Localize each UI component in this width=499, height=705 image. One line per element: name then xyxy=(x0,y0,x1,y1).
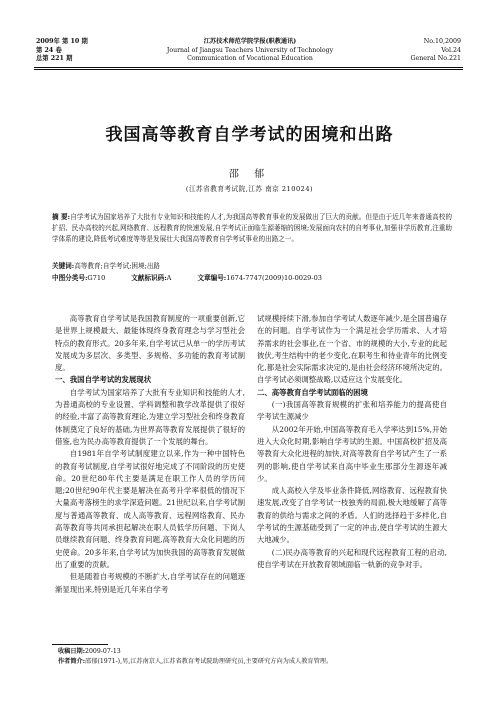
clc-value: G710 xyxy=(87,274,106,282)
paragraph: 但是随着自考规模的不断扩大,自学考试存在的问题逐渐显现出来,特别是近几年来自学考 xyxy=(55,572,245,594)
paragraph: 成人高校入学及毕业条件降低,网络教育、远程教育快速发展,改变了自学考试一枝独秀的局面,极大地缓解了高等教育的供给与需求之间的矛盾。人们的选择趋于多样化,自学考试的生源基础受到了一定的冲击,使自学考试的生源大大地减少。 xyxy=(257,486,447,545)
section-heading: 一、我国自学考试的发展现状 xyxy=(55,375,152,385)
section-heading: 二、高等教育自学考试面临的困境 xyxy=(257,387,368,397)
doc-code xyxy=(131,273,171,283)
doc-code-value: A xyxy=(166,274,172,282)
header-rule-thin xyxy=(34,69,463,70)
received-value: 2009-07-13 xyxy=(85,648,121,655)
abstract-label: 摘 要: xyxy=(52,213,71,221)
article-number-label: 文章编号: xyxy=(197,274,227,282)
subsection-heading: (二)民办高等教育的兴起和现代远程教育工程的启动,使自学考试在开放教育领域面临一轨新的竞争对手。 xyxy=(257,547,447,569)
clc-code xyxy=(52,273,105,283)
body-column-left xyxy=(55,313,245,596)
issue-line: 2009年 第 10 期 xyxy=(36,38,88,45)
paragraph: 自1981年自学考试制度建立以来,作为一种中国特色的教育考试制度,自学考试很好地完成了不同阶段的历史使命。20世纪80年代主要是满足在职工作人员的学历问题;20世纪90年代主要是解决在高考升学率很低的情况下大量高考落榜生的求学深造问题。21世纪以来,自学考试制度与普通高等教育、成人高等教育、远程网络教育、民办高等教育等共同承担起解决在职人员低学历问题、下岗人员继续教育问题、终身教育问题,高等教育大众化问题的历史使命。20多年来,自学考试为加快我国的高等教育发展做出了重要的贡献。 xyxy=(55,449,245,569)
journal-issue-info-en xyxy=(410,38,461,64)
keywords-label: 关键词: xyxy=(52,262,75,270)
abstract xyxy=(52,212,452,245)
header-rule xyxy=(34,67,463,68)
bio-text: 邵郁(1971-),男,江苏南京人,江苏省教育考试院助理研究员,主要研究方向为成人教育管理。 xyxy=(85,658,333,665)
subsection-heading: (一)我国高等教育规模的扩张和培养能力的提高使自学考试生源减少 xyxy=(257,400,447,422)
author-affiliation: (江苏省教育考试院,江苏 南京 210024) xyxy=(185,185,314,193)
footnote xyxy=(58,647,448,667)
classification-codes xyxy=(52,273,452,283)
journal-name-cn: 江苏技术师范学院学报(职教通讯) xyxy=(203,38,297,45)
paragraph: 自学考试为国家培养了大批有专业知识和技能的人才,为普通高校的专业设置、学科调整和教学改革提供了很好的经验,丰富了高等教育理论,为建立学习型社会和终身教育体制奠定了良好的基础,为世界高等教育发展提供了很好的借鉴,也为民办高等教育提供了一个发展的舞台。 xyxy=(55,387,245,446)
issue-line-en: No.10,2009 xyxy=(423,38,461,45)
received-date xyxy=(58,647,448,657)
paragraph: 高等教育自学考试是我国教育制度的一项重要创新,它是世界上规模最大、最能体现终身教育理念与学习型社会特点的教育形式。20多年来,自学考试已从单一的学历考试发展成为多层次、多类型、多规格、多功能的教育考试制度。 xyxy=(55,314,245,373)
abstract-text: 自学考试为国家培养了大批有专业知识和技能的人才,为我国高等教育事业的发展做出了巨大的贡献。但是由于近几年来普通高校的扩招、民办高校的兴起,网络教育、远程教育的快速发展,自学考试正面临生源萎缩的困境;发展面向农村的自考事业,加强非学历教育,注重助学体系的建设,降低考试难度等等是发展壮大我国高等教育自学考试事业的出路之一。 xyxy=(52,213,452,243)
bio-label: 作者简介: xyxy=(58,658,86,665)
general-issue-line-en: General No.221 xyxy=(410,55,461,63)
doc-code-label: 文献标识码: xyxy=(131,274,167,282)
article-title: 我国高等教育自学考试的困境和出路 xyxy=(105,125,394,145)
author-bio xyxy=(58,657,448,667)
journal-name-en: Journal of Jiangsu Teachers University of Technology xyxy=(166,46,334,54)
journal-subtitle-en: Communication of Vocational Education xyxy=(187,55,313,63)
received-label: 收稿日期: xyxy=(58,648,86,655)
article-number xyxy=(197,273,322,283)
clc-label: 中图分类号: xyxy=(52,274,88,282)
paragraph: 试规模持续下滑,参加自学考试人数逐年减少,是全国普遍存在的问题。自学考试作为一个满足社会学历需求、人才培养需求的社会事业,在一个省、市的规模的大小,专业的此起彼伏,考生结构中的老少变化,在职考生和待业青年的比例变化,都是社会实际需求决定的,是由社会经济环境所决定的。自学考试必须调整战略,以适应这个发展变化。 xyxy=(257,314,447,385)
footnote-rule xyxy=(52,644,108,645)
general-issue-line: 总第 221 期 xyxy=(36,55,73,63)
journal-issue-info xyxy=(36,38,88,64)
volume-line-en: Vol.24 xyxy=(441,46,461,54)
author-name: 邵 郁 xyxy=(228,169,271,180)
volume-line: 第 24 卷 xyxy=(36,46,62,54)
journal-name-block xyxy=(125,38,375,64)
keywords xyxy=(52,261,452,271)
paragraph: 从2002年开始,中国高等教育毛入学率达到15%,开始进入大众化时期,影响自学考试的生源。中国高校扩招及高等教育大众化进程的加快,对高等教育自学考试产生了一系列的影响,使自学考试来自高中毕业生那部分生源逐年减少。 xyxy=(257,424,447,483)
article-number-value: 1674-7747(2009)10-0029-03 xyxy=(226,274,322,282)
body-column-right xyxy=(257,313,447,571)
keywords-text: 高等教育;自学考试;困境;出路 xyxy=(74,262,161,270)
